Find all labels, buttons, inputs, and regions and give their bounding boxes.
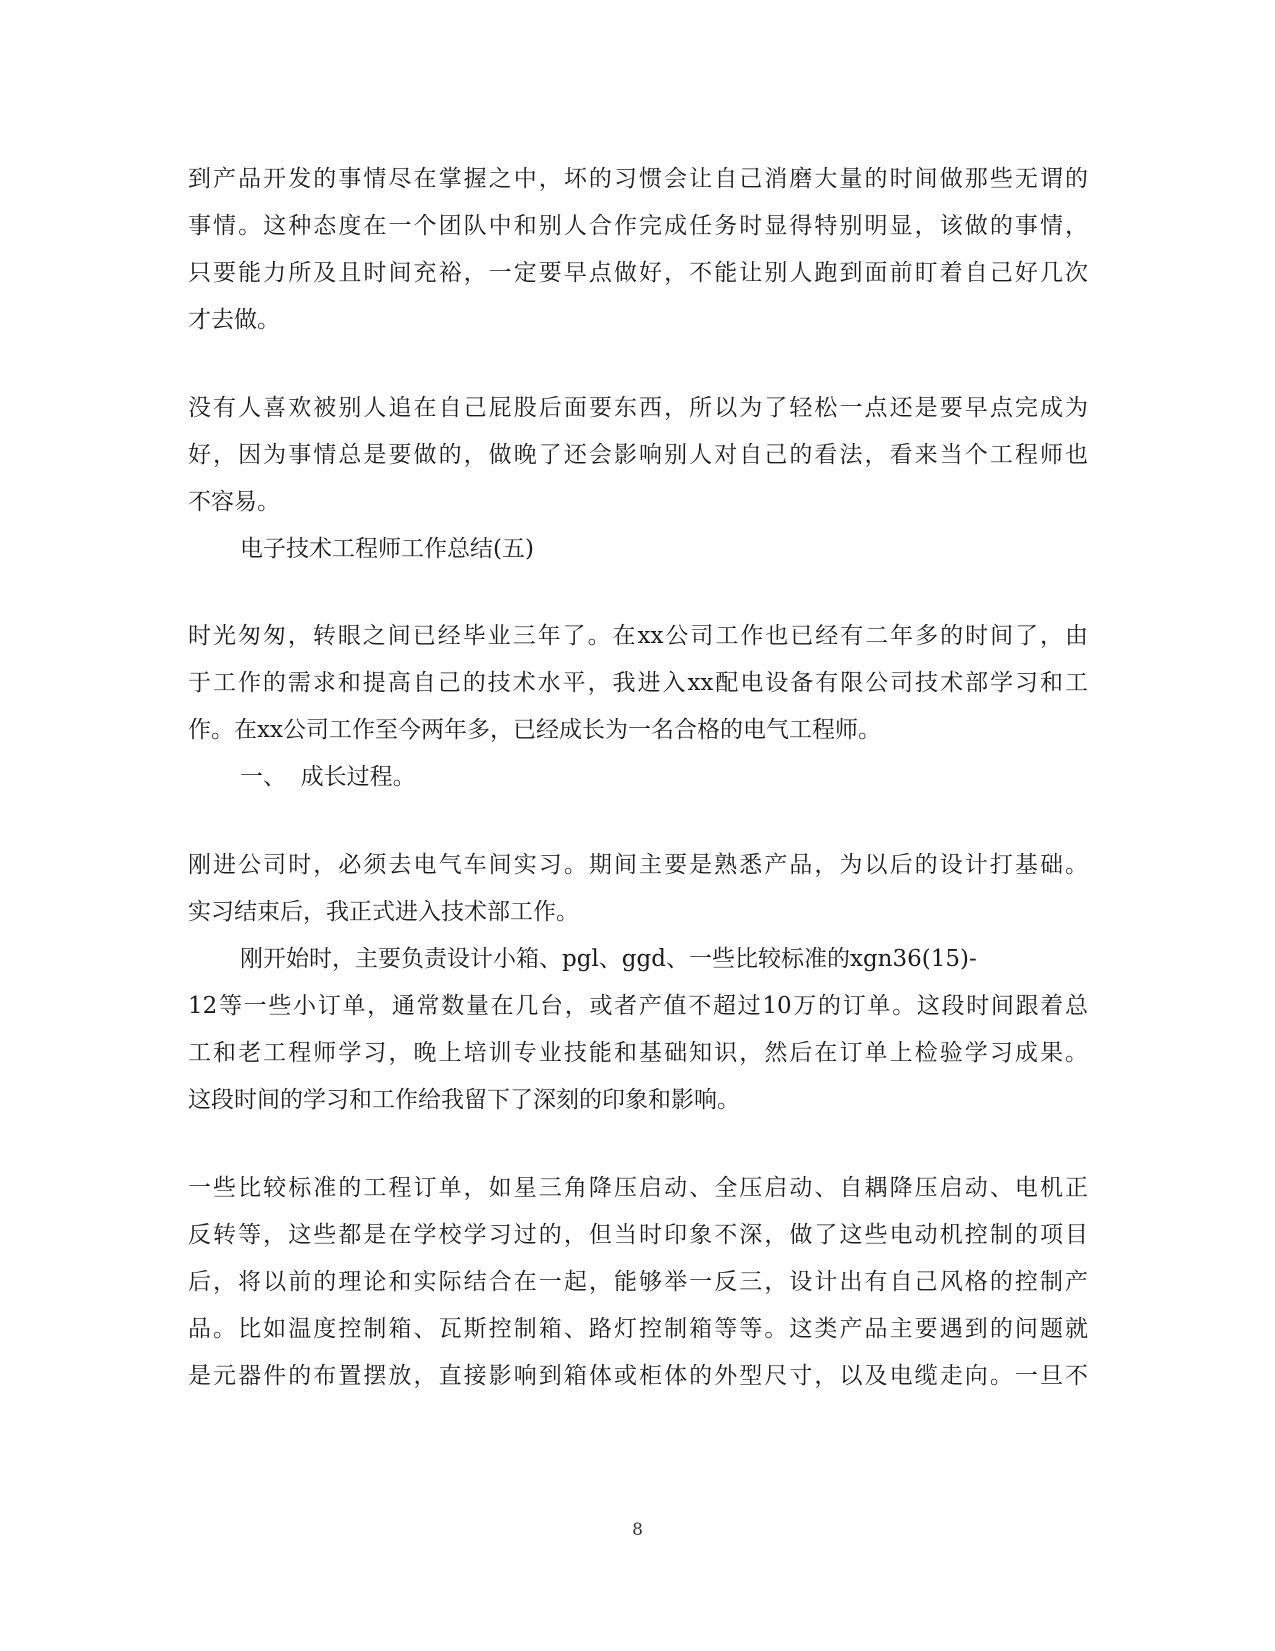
text-line: 只要能力所及且时间充裕，一定要早点做好，不能让别人跑到面前盯着自己好几次 (188, 260, 1088, 286)
text-line: 12等一些小订单，通常数量在几台，或者产值不超过10万的订单。这段时间跟着总 (188, 993, 1088, 1019)
page-number: 8 (632, 1520, 643, 1540)
text-line: 刚进公司时，必须去电气车间实习。期间主要是熟悉产品，为以后的设计打基础。 (188, 852, 1088, 878)
subsection-title: 一、 成长过程。 (240, 764, 416, 790)
text-line: 工和老工程师学习，晚上培训专业技能和基础知识，然后在订单上检验学习成果。 (188, 1040, 1088, 1066)
text-line: 不容易。 (188, 489, 280, 515)
text-line: 这段时间的学习和工作给我留下了深刻的印象和影响。 (188, 1087, 740, 1113)
text-line: 才去做。 (188, 307, 280, 333)
text-line: 一些比较标准的工程订单，如星三角降压启动、全压启动、自耦降压启动、电机正 (188, 1175, 1088, 1201)
text-line: 品。比如温度控制箱、瓦斯控制箱、路灯控制箱等等。这类产品主要遇到的问题就 (188, 1316, 1088, 1342)
text-line: 刚开始时，主要负责设计小箱、pgl、ggd、一些比较标准的xgn36(15)- (240, 946, 977, 972)
text-line: 后，将以前的理论和实际结合在一起，能够举一反三，设计出有自己风格的控制产 (188, 1269, 1088, 1295)
section-title: 电子技术工程师工作总结(五) (240, 536, 534, 562)
text-line: 是元器件的布置摆放，直接影响到箱体或柜体的外型尺寸，以及电缆走向。一旦不 (188, 1363, 1088, 1389)
text-line: 实习结束后，我正式进入技术部工作。 (188, 899, 579, 925)
text-line: 事情。这种态度在一个团队中和别人合作完成任务时显得特别明显，该做的事情， (188, 213, 1088, 239)
text-line: 作。在xx公司工作至今两年多，已经成长为一名合格的电气工程师。 (188, 717, 881, 743)
text-line: 没有人喜欢被别人追在自己屁股后面要东西，所以为了轻松一点还是要早点完成为 (188, 395, 1088, 421)
text-line: 于工作的需求和提高自己的技术水平，我进入xx配电设备有限公司技术部学习和工 (188, 670, 1088, 696)
text-line: 好，因为事情总是要做的，做晚了还会影响别人对自己的看法，看来当个工程师也 (188, 442, 1088, 468)
text-line: 反转等，这些都是在学校学习过的，但当时印象不深，做了这些电动机控制的项目 (188, 1222, 1088, 1248)
text-line: 到产品开发的事情尽在掌握之中，坏的习惯会让自己消磨大量的时间做那些无谓的 (188, 166, 1088, 192)
text-line: 时光匆匆，转眼之间已经毕业三年了。在xx公司工作也已经有二年多的时间了，由 (188, 623, 1088, 649)
